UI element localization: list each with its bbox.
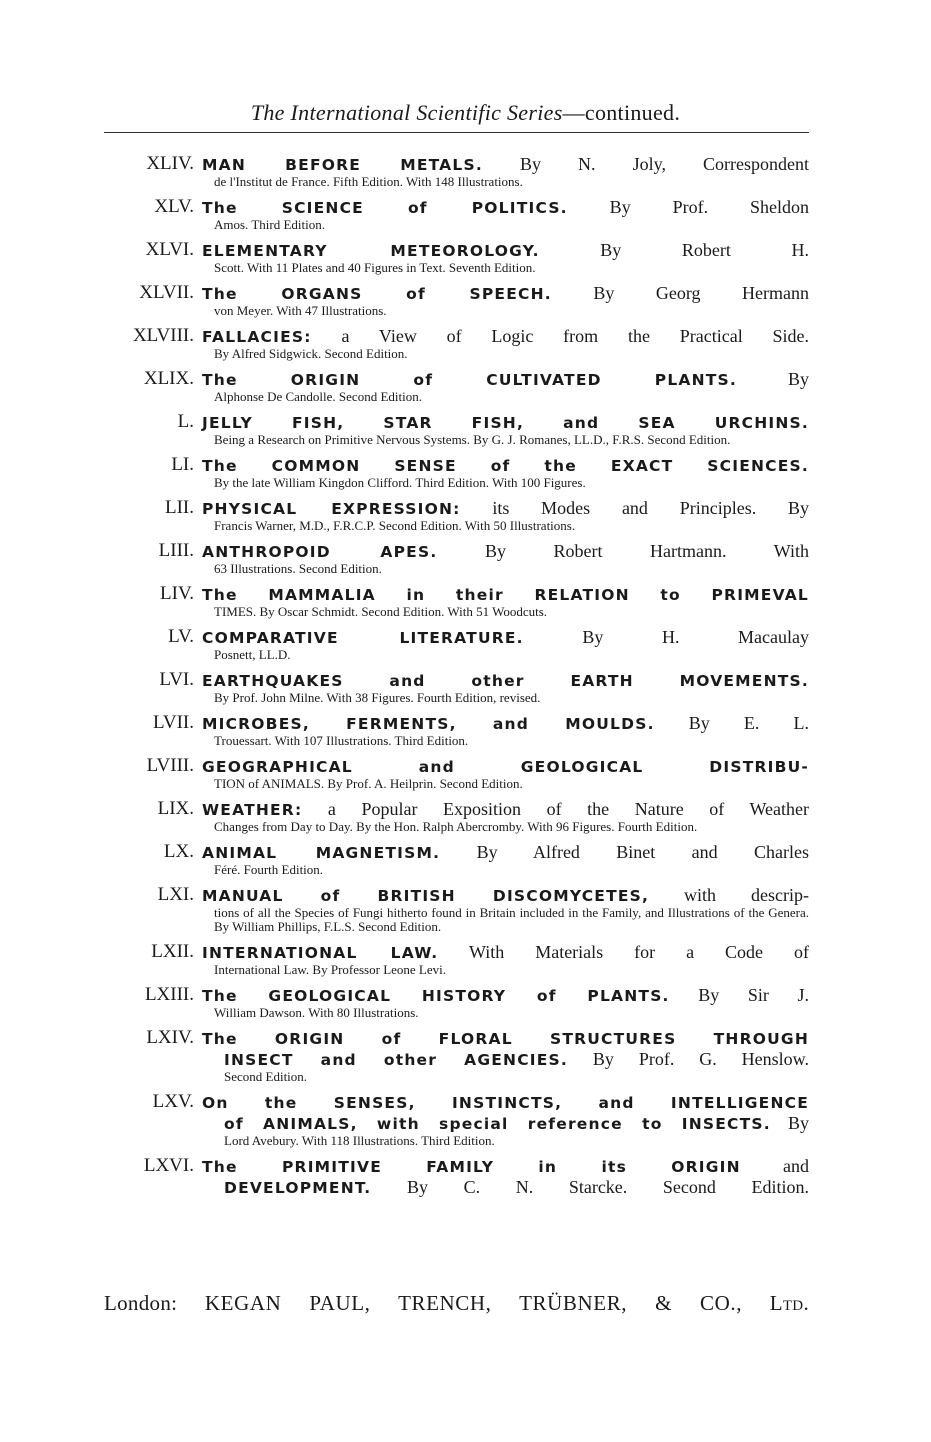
- entry-body: [202, 756, 809, 791]
- entry-title-rest: and: [740, 1156, 809, 1176]
- entry-title: [202, 1092, 809, 1113]
- entry-description: Being a Research on Primitive Nervous Systems. By G. J. Romanes, LL.D., F.R.S. Second Edition.: [214, 432, 731, 447]
- entry-title-rest: a Popular Exposition of the Nature of Weather: [302, 799, 809, 819]
- entry-title-bold: The COMMON SENSE of the EXACT SCIENCES.: [202, 457, 809, 475]
- entry-description: William Dawson. With 80 Illustrations.: [214, 1005, 419, 1020]
- series-entry: [104, 240, 809, 275]
- series-entry: [104, 799, 809, 834]
- series-entry: [104, 1092, 809, 1148]
- entry-body: [202, 1156, 809, 1198]
- entry-title-line2: [202, 1177, 809, 1198]
- entry-description: tions of all the Species of Fungi hitherto found in Britain included in the Family, and Illustrations of the Genera. By William Phillips, F.L.S. Second Edition.: [214, 905, 809, 934]
- entry-title: [202, 1028, 809, 1049]
- entry-description: TION of ANIMALS. By Prof. A. Heilprin. Second Edition.: [214, 776, 523, 791]
- series-entry: [104, 455, 809, 490]
- entry-description: Trouessart. With 107 Illustrations. Third Edition.: [214, 733, 469, 748]
- entry-title-bold: ELEMENTARY METEOROLOGY.: [202, 242, 540, 260]
- entry-body: [202, 154, 809, 189]
- series-entry: [104, 627, 809, 662]
- entry-title: [202, 1156, 809, 1177]
- entry-description: Féré. Fourth Edition.: [214, 862, 324, 877]
- entry-number: LXIII.: [144, 984, 194, 1005]
- entry-title-bold: PHYSICAL EXPRESSION:: [202, 500, 461, 518]
- entry-body: [202, 240, 809, 275]
- entry-number: LXII.: [151, 941, 194, 962]
- entry-title-rest: its Modes and Principles. By: [460, 498, 809, 518]
- entry-title-bold: The GEOLOGICAL HISTORY of PLANTS.: [202, 987, 670, 1005]
- entry-number: XLVI.: [145, 239, 194, 260]
- entry-title-bold: GEOGRAPHICAL and GEOLOGICAL DISTRIBU-: [202, 758, 809, 776]
- entry-number: LIX.: [157, 798, 194, 819]
- entry-title: [202, 713, 809, 734]
- entry-title-line2: [202, 1049, 809, 1070]
- entry-body: [202, 799, 809, 834]
- entry-title-bold: INTERNATIONAL LAW.: [202, 944, 439, 962]
- continued-label: —continued.: [562, 100, 681, 125]
- entry-description: Scott. With 11 Plates and 40 Figures in Text. Seventh Edition.: [214, 260, 536, 275]
- entry-description: By Alfred Sidgwick. Second Edition.: [214, 346, 408, 361]
- entry-number: LXVI.: [143, 1155, 194, 1176]
- series-entry: [104, 197, 809, 232]
- entry-number: LVII.: [153, 712, 194, 733]
- entry-title: [202, 541, 809, 562]
- entry-title: [202, 584, 809, 605]
- entry-description: TIMES. By Oscar Schmidt. Second Edition. With 51 Woodcuts.: [214, 604, 548, 619]
- series-list: [104, 154, 809, 1206]
- publisher-suffix: Ltd.: [769, 1291, 809, 1315]
- series-entry: [104, 584, 809, 619]
- entry-number: LV.: [168, 626, 194, 647]
- entry-body: [202, 541, 809, 576]
- series-entry: [104, 885, 809, 934]
- entry-body: [202, 412, 809, 447]
- entry-title2-rest: By Prof. G. Henslow.: [568, 1049, 810, 1069]
- entry-title-rest: with descrip-: [649, 885, 809, 905]
- series-entry: [104, 326, 809, 361]
- entry-number: LIII.: [158, 540, 194, 561]
- entry-title: [202, 799, 809, 820]
- series-entry: [104, 713, 809, 748]
- entry-title: [202, 283, 809, 304]
- entry-number: XLIV.: [146, 153, 194, 174]
- entry-number: LVIII.: [146, 755, 194, 776]
- entry-body: [202, 885, 809, 934]
- entry-body: [202, 1028, 809, 1084]
- entry-number: LX.: [163, 841, 194, 862]
- entry-description: Posnett, LL.D.: [214, 647, 291, 662]
- series-entry: [104, 1028, 809, 1084]
- entry-description: Francis Warner, M.D., F.R.C.P. Second Edition. With 50 Illustrations.: [214, 518, 576, 533]
- entry-number: LI.: [171, 454, 194, 475]
- entry-title-bold: COMPARATIVE LITERATURE.: [202, 629, 524, 647]
- entry-title-bold: ANTHROPOID APES.: [202, 543, 438, 561]
- series-entry: [104, 154, 809, 189]
- entry-title: [202, 326, 809, 347]
- entry-description: 63 Illustrations. Second Edition.: [214, 561, 382, 576]
- entry-description: By the late William Kingdon Clifford. Third Edition. With 100 Figures.: [214, 475, 586, 490]
- entry-body: [202, 627, 809, 662]
- entry-description: de l'Institut de France. Fifth Edition. With 148 Illustrations.: [214, 174, 523, 189]
- entry-title: [202, 412, 809, 433]
- series-entry: [104, 670, 809, 705]
- entry-description: Changes from Day to Day. By the Hon. Ralph Abercromby. With 96 Figures. Fourth Edition.: [214, 819, 698, 834]
- entry-number: XLVII.: [139, 282, 194, 303]
- publisher-place: London:: [104, 1291, 178, 1315]
- entry-title-bold: On the SENSES, INSTINCTS, and INTELLIGENCE: [202, 1094, 809, 1112]
- entry-title: [202, 498, 809, 519]
- entry-title: [202, 455, 809, 476]
- series-entry: [104, 541, 809, 576]
- entry-title: [202, 154, 809, 175]
- entry-body: [202, 197, 809, 232]
- entry-title-bold: MAN BEFORE METALS.: [202, 156, 483, 174]
- entry-description: By Prof. John Milne. With 38 Figures. Fourth Edition, revised.: [214, 690, 541, 705]
- entry-number: L.: [177, 411, 194, 432]
- entry-body: [202, 369, 809, 404]
- entry-body: [202, 498, 809, 533]
- entry-body: [202, 283, 809, 318]
- entry-title2-rest: By: [770, 1113, 809, 1133]
- entry-title2-bold: INSECT and other AGENCIES.: [224, 1051, 568, 1069]
- entry-title-rest: By Georg Hermann: [551, 283, 809, 303]
- entry-title-bold: JELLY FISH, STAR FISH, and SEA URCHINS.: [202, 414, 809, 432]
- entry-description: Amos. Third Edition.: [214, 217, 325, 232]
- entry-title-bold: MANUAL of BRITISH DISCOMYCETES,: [202, 887, 650, 905]
- entry-title-rest: By Robert Hartmann. With: [437, 541, 810, 561]
- entry-body: [202, 842, 809, 877]
- entry-title: [202, 842, 809, 863]
- series-entry: [104, 842, 809, 877]
- entry-title: [202, 369, 809, 390]
- entry-title-bold: The ORIGIN of FLORAL STRUCTURES THROUGH: [202, 1030, 809, 1048]
- series-entry: [104, 1156, 809, 1198]
- entry-title: [202, 240, 809, 261]
- publisher-footer: [104, 1291, 809, 1316]
- entry-title-bold: ANIMAL MAGNETISM.: [202, 844, 441, 862]
- entry-title-rest: With Materials for a Code of: [438, 942, 810, 962]
- entry-description: von Meyer. With 47 Illustrations.: [214, 303, 387, 318]
- entry-number: LII.: [164, 497, 194, 518]
- series-entry: [104, 283, 809, 318]
- entry-title-rest: By Sir J.: [669, 985, 809, 1005]
- entry-title-rest: a View of Logic from the Practical Side.: [311, 326, 809, 346]
- entry-number: LIV.: [160, 583, 194, 604]
- entry-title-bold: The ORGANS of SPEECH.: [202, 285, 552, 303]
- entry-description: International Law. By Professor Leone Levi.: [214, 962, 447, 977]
- entry-title-bold: The PRIMITIVE FAMILY in its ORIGIN: [202, 1158, 741, 1176]
- entry-title: [202, 197, 809, 218]
- page-header: [0, 100, 931, 126]
- entry-description: Second Edition.: [224, 1069, 308, 1084]
- entry-body: [202, 326, 809, 361]
- entry-title: [202, 985, 809, 1006]
- entry-body: [202, 713, 809, 748]
- entry-title-rest: By H. Macaulay: [523, 627, 810, 647]
- series-entry: [104, 942, 809, 977]
- entry-title-bold: FALLACIES:: [202, 328, 312, 346]
- entry-number: LXI.: [157, 884, 194, 905]
- entry-title-rest: By: [737, 369, 809, 389]
- entry-title-line2: [202, 1113, 809, 1134]
- entry-title-bold: EARTHQUAKES and other EARTH MOVEMENTS.: [202, 672, 809, 690]
- entry-title2-rest: By C. N. Starcke. Second Edition.: [371, 1177, 809, 1197]
- entry-title2-bold: of ANIMALS, with special reference to INSECTS.: [224, 1115, 771, 1133]
- entry-title-bold: The SCIENCE of POLITICS.: [202, 199, 568, 217]
- header-rule: [104, 132, 809, 133]
- entry-number: LVI.: [159, 669, 194, 690]
- entry-title-rest: By Alfred Binet and Charles: [440, 842, 809, 862]
- entry-title-bold: WEATHER:: [202, 801, 303, 819]
- series-entry: [104, 985, 809, 1020]
- entry-title-bold: The MAMMALIA in their RELATION to PRIMEVAL: [202, 586, 809, 604]
- entry-description: Alphonse De Candolle. Second Edition.: [214, 389, 422, 404]
- entry-title: [202, 670, 809, 691]
- entry-title-bold: The ORIGIN of CULTIVATED PLANTS.: [202, 371, 737, 389]
- series-entry: [104, 412, 809, 447]
- entry-number: XLIX.: [143, 368, 194, 389]
- entry-title: [202, 942, 809, 963]
- entry-number: XLVIII.: [132, 325, 194, 346]
- entry-number: LXIV.: [146, 1027, 194, 1048]
- entry-title-rest: By N. Joly, Correspondent: [482, 154, 809, 174]
- entry-title-rest: By Robert H.: [539, 240, 809, 260]
- entry-body: [202, 584, 809, 619]
- series-title: The International Scientific Series: [250, 100, 563, 125]
- entry-title-rest: By Prof. Sheldon: [567, 197, 809, 217]
- entry-title: [202, 885, 809, 906]
- entry-title2-bold: DEVELOPMENT.: [224, 1179, 372, 1197]
- series-entry: [104, 369, 809, 404]
- entry-body: [202, 1092, 809, 1148]
- entry-body: [202, 455, 809, 490]
- series-entry: [104, 756, 809, 791]
- entry-body: [202, 942, 809, 977]
- entry-description: Lord Avebury. With 118 Illustrations. Third Edition.: [224, 1133, 495, 1148]
- series-entry: [104, 498, 809, 533]
- entry-number: LXV.: [152, 1091, 194, 1112]
- entry-title-bold: MICROBES, FERMENTS, and MOULDS.: [202, 715, 655, 733]
- entry-number: XLV.: [154, 196, 194, 217]
- entry-title-rest: By E. L.: [654, 713, 809, 733]
- entry-title: [202, 627, 809, 648]
- entry-body: [202, 670, 809, 705]
- entry-body: [202, 985, 809, 1020]
- publisher-name: KEGAN PAUL, TRENCH, TRÜBNER, & CO.,: [204, 1291, 743, 1315]
- entry-title: [202, 756, 809, 777]
